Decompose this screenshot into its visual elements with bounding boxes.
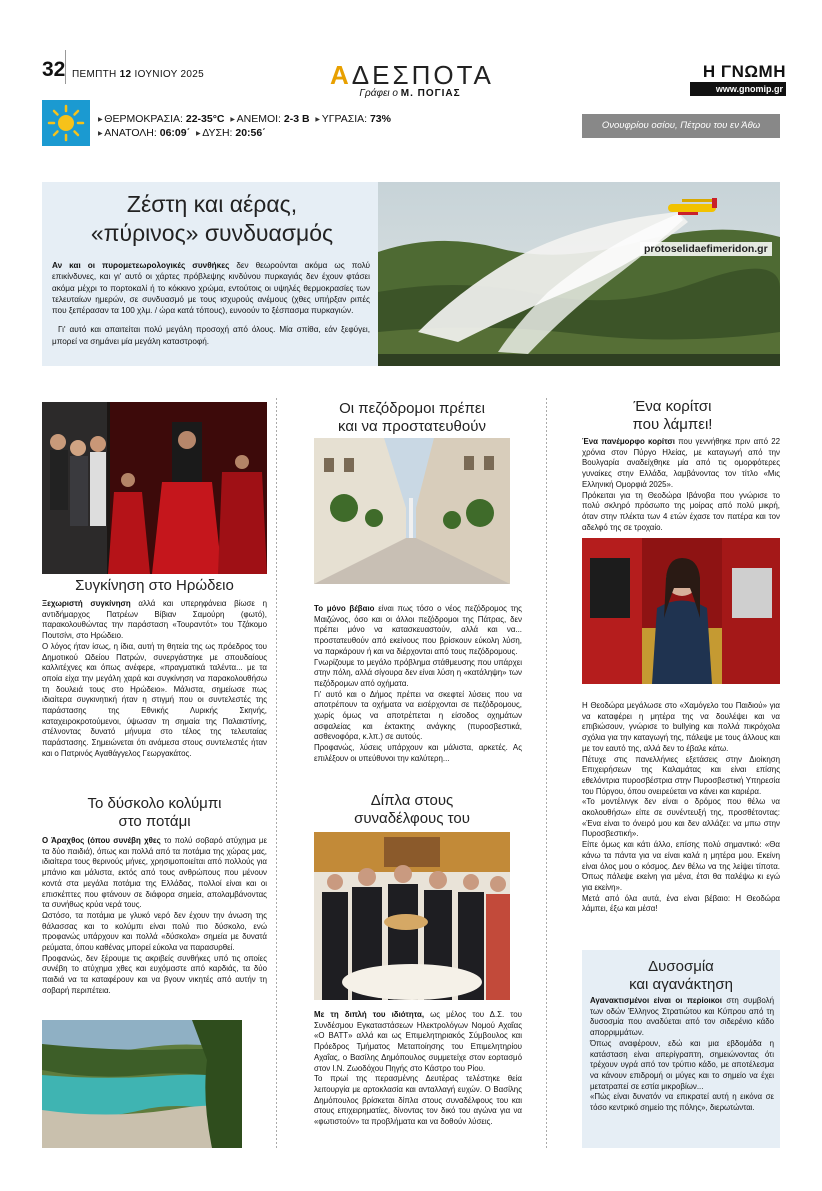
header-divider bbox=[65, 50, 66, 84]
issue-date: ΠΕΜΠΤΗ 12 ΙΟΥΝΙΟΥ 2025 bbox=[72, 69, 204, 80]
herodeio-photo bbox=[42, 402, 267, 574]
herodeio-headline: Συγκίνηση στο Ηρώδειο bbox=[75, 577, 234, 594]
swim-article-text: Ο Άραχθος (όπου συνέβη χθες το πολύ σοβαρό ατύχημα με τα δύο παιδιά), όπως και πολλά από τα ποτάμια της χώρας μας, ιδιαίτερα τους θερινούς μήνες, χρησιμοποιείται από πολλούς για μπάνιο και μάλιστα, εκτός από τους ανθρώπους που μένουν κοντά στα μεγάλα ποτάμια της Ελλάδας, πολλοί είναι και οι επισκέπτες που φτάνουν σε διάφορα σημεία, απολαμβάνοντας τα συνήθως κρύα νερά τους. Ωστόσο, τα ποτάμια με γλυκό νερό δεν έχουν την άνωση της θάλασσας και το κολύμπι είναι πολύ πιο δύσκολο, ενώ προφανώς υπάρχουν και πολλά «δύσκολα» σημεία με δυνατά ρεύματα, όπου καθένας μπορεί εύκολα να παρασυρθεί. Προφανώς, δεν ξέρουμε τις ακριβείς συνθήκες υπό τις οποίες συνέβη το ατύχημα χθες και ευχόμαστε από καρδιάς, τα δύο παιδιά να τα καταφέρουν και να βγουν νικητές από αυτήν τη σοβαρή περιπέτεια. bbox=[42, 836, 267, 995]
girl-article-text: Η Θεοδώρα μεγάλωσε στο «Χαμόγελο του Παιδιού» για να καταφέρει η μητέρα της να δουλέψει και να επιβιώσουν, γνώρισε το bullying και πολλά πικρόχολα σχόλια για την καταγωγή της, πάλεψε με τους άλλους και με τον εαυτό της, αλλά δεν το έβαλε κάτω. Πέτυχε στις πανελλήνιες εξετάσεις στην Διοίκηση Επιχειρήσεων της Καλαμάτας και είναι επίσης εθελόντρια πυροσβέστρια στην Πυροσβεστική Υπηρεσία του Πύργου, όπου ονειρεύεται να κάνει και καριέρα. «Το μοντέλινγκ δεν είναι ο δρόμος που θέλω να ακολουθήσω» είπε σε συνέντευξή της, προσθέτοντας: «Ένα είναι το όνειρό μου και δεν αλλάζει: να μπω στην Πυροσβεστική». Είπε όμως και κάτι άλλο, επίσης πολύ σημαντικό: «Θα κάνω τα πάντα για να είναι καλά η μητέρα μου. Εκείνη είναι όλος μου ο κόσμος. Δεν θέλω να της λείψει τίποτα. Όπως πάλεψε εκείνη για μένα, έτσι θα παλέψω κι εγώ για εκείνη». Μετά από όλα αυτά, ένα είναι βέβαιο: Η Θεοδώρα λάμπει, έξω και μέσα! bbox=[582, 701, 780, 914]
girl-article-intro: Ένα πανέμορφο κορίτσι που γεννήθηκε πριν από 22 χρόνια στον Πύργο Ηλείας, με καταγωγή από την Βουλγαρία αναδείχθηκε μία από τις ομορφότερες γυναίκες στην Ελλάδα, λαμβάνοντας τον τίτλο «Μις Ελληνική Ομορφιά 2025». Πρόκειται για τη Θεοδώρα Ιβάνοβα που γνώρισε το πολύ σκληρό πρόσωπο της μοίρας από πολύ μικρή, όταν στην πλέκτα των 4 ετών έχασε τον πατέρα και τον αδελφό της σε τροχαίο. bbox=[582, 437, 780, 532]
girl-headline: Ένα κορίτσι που λάμπει! bbox=[632, 398, 713, 433]
swim-headline: Το δύσκολο κολύμπι στο ποτάμι bbox=[87, 795, 222, 830]
column-divider bbox=[546, 398, 547, 1148]
pedestrian-street-photo bbox=[314, 438, 510, 584]
newspaper-url[interactable]: www.gnomip.gr bbox=[690, 82, 786, 96]
pedestrian-headline: Οι πεζόδρομοι πρέπει και να προστατευθούν bbox=[338, 400, 486, 435]
river-photo bbox=[42, 1020, 242, 1148]
weather-row-2: ▶ ΑΝΑΤΟΛΗ: 06:09΄ ▶ ΔΥΣΗ: 20:56΄ bbox=[98, 127, 266, 139]
pedestrian-article-text: Το μόνο βέβαιο είναι πως τόσο ο νέος πεζόδρομος της Μαιζώνος, όσο και οι άλλοι πεζόδρομοι της Πάτρας, δεν πρέπει μόνο να κατασκευαστούν, αλλά και να... προστατευθούν από εκείνους που βρίσκουν εύκολη λύση, να παρκάρουν ή και να διέρχονται από τους πεζόδρομους. Γνωρίζουμε το μεγάλο πρόβλημα στάθμευσης που υπάρχει στην πόλη, αλλά σίγουρα δεν είναι λύση η «κατάληψη» των πεζόδρομων από οχήματα. Γι' αυτό και ο Δήμος πρέπει να σκεφτεί λύσεις που να αποτρέπουν τα οχήματα να εισέρχονται σε πεζόδρομους, χωρίς όμως να αποτρέπεται η είσοδος οχημάτων ασφαλείας και έκτακτης ανάγκης (πυροσβεστικά, ασθενοφόρα, κ.λπ.) σε αυτούς. Προφανώς, λύσεις υπάρχουν και μάλιστα, αρκετές. Ας επιλέξουν οι υπεύθυνοι την καλύτερη... bbox=[314, 604, 522, 763]
page-number: 32 bbox=[42, 58, 66, 81]
hero-headline: Ζέστη και αέρας, «πύρινος» συνδυασμός bbox=[90, 191, 334, 246]
column-byline: Γράφει ο Μ. ΠΟΓΙΑΣ bbox=[359, 88, 461, 99]
anger-article-text: Αγανακτισμένοι είναι οι περίοικοι στη συμβολή των οδών Έλληνος Στρατιώτου και Κύπρου από τη δυσοσμία που αναδύεται από τον σιδερένιο κάδο απορριμμάτων. Όπως αναφέρουν, εδώ και μια εβδομάδα η κατάσταση είναι απερίγραπτη, σημειώνοντας ότι τρέχουν υγρά από τον τρύπιο κάδο, με αποτέλεσμα να κάνουν επιδρομή οι μύγες και το σημείο να έχει μετατραπεί σε εστία μικροβίων... «Πώς είναι δυνατόν να επικρατεί αυτή η εικόνα σε τόσο κεντρικό σημείο της πόλης», διερωτώνται. bbox=[590, 996, 774, 1113]
column-divider bbox=[276, 398, 277, 1148]
newspaper-logo: Η ΓΝΩΜΗ bbox=[702, 62, 786, 81]
firefighting-plane-photo bbox=[378, 182, 780, 366]
weather-row-1: ▶ ΘΕΡΜΟΚΡΑΣΙΑ: 22-35°C ▶ ΑΝΕΜΟΙ: 2-3 Β ▶ ΥΓΡΑΣΙΑ: 73% bbox=[98, 113, 391, 125]
sun-icon bbox=[42, 100, 90, 146]
firefighter-girl-photo bbox=[582, 538, 780, 684]
anger-headline: Δυσοσμία και αγανάκτηση bbox=[629, 958, 733, 993]
source-watermark: protoselidaefimeridon.gr bbox=[640, 242, 772, 256]
herodeio-article-text: Ξεχωριστή συγκίνηση αλλά και υπερηφάνεια βίωσε η αντιδήμαρχος Πατρέων Βίβιαν Σαμούρη (φωτό), παρακολουθώντας την παράσταση «Τουραντότ» του Τζάκομο Πουτσίνι, στο Ηρώδειο. Ο λόγος ήταν ίσως, η ίδια, αυτή τη θητεία της ως πρόεδρος του Δημοτικού Ωδείου Πατρών, συνεργάστηκε με σπουδαίους καλλιτέχνες και όπως ανέφερε, «πραγματικά ταλέντα... με τα οποία είχα την μεγάλη χαρά και συγκίνηση να παρακολουθήσω τη δουλειά τους στο Ηρώδειο». Μάλιστα, σημείωσε πως ιδιαίτερα συγκινητική ήταν η στιγμή που οι συντελεστές της παράστασης της Εθνικής Λυρικής Σκηνής, καταχειροκροτούμενοι, ύψωσαν τη σημαία της Παλαιστίνης, στέλνοντας δυνατό μήνυμα στο τέλος της τελευταίας παράστασης. Σημειώνεται ότι ανάμεσα στους συντελεστές ήταν και ο Πατρινός Αγαθάγγελος Γεωργακάτος. bbox=[42, 599, 267, 758]
hero-article-text: Αν και οι πυρομετεωρολογικές συνθήκες δεν θεωρούνται ακόμα ως πολύ επικίνδυνες, και γι' αυτό οι χάρτες πρόβλεψης κινδύνου πυρκαγιάς δεν έχουν φτάσει ακόμα μέχρι το πορτοκαλί ή το κόκκινο χρώμα, εντούτοις οι υψηλές θερμοκρασίες των τελευταίων ημερών, σε συνδυασμό με τους ισχυρούς ανέμους (χθες υπήρξαν ριπές που ξεπέρασαν τα 100 χλμ. / ώρα κατά τόπους), ευνοούν το ξέσπασμα πυρκαγιών. Γι' αυτό και απαιτείται πολύ μεγάλη προσοχή από όλους. Μία σπίθα, εάν ξεφύγει, μπορεί να σημάνει μία μεγάλη καταστροφή. bbox=[52, 261, 370, 346]
colleagues-article-text: Με τη διπλή του ιδιότητα, ως μέλος του Δ.Σ. του Συνδέσμου Εγκαταστάσεων Ηλεκτρολόγων Νομού Αχαΐας «Ο ΒΑΤΤ» αλλά και ως Επιμελητηριακός Σύμβουλος και Πρόεδρος Τμήματος Μεταποίησης του Επιμελητηρίου Αχαΐας, ο Βασίλης Δημόπουλος συμμετείχε στον εορτασμό στον Ι.Ν. Ζωοδόχου Πηγής στο Κάστρο του Ρίου. Το πρωί της περασμένης Δευτέρας τελέστηκε θεία λειτουργία με αρτοκλασία και ανταλλαγή ευχών. Ο Βασίλης Δημόπουλος βρίσκεται δίπλα στους συναδέλφους του και στους επιχειρηματίες, δίνοντας τον δικό του αγώνα για να «φωτιστούν» τα προβλήματα και να δοθούν λύσεις. bbox=[314, 1010, 522, 1127]
church-event-photo bbox=[314, 832, 510, 1000]
column-title: ΑΔΕΣΠΟΤΑ bbox=[330, 60, 494, 90]
saint-of-day: Ονουφρίου οσίου, Πέτρου του εν Άθω bbox=[582, 114, 780, 138]
colleagues-headline: Δίπλα στους συναδέλφους του bbox=[354, 792, 470, 827]
